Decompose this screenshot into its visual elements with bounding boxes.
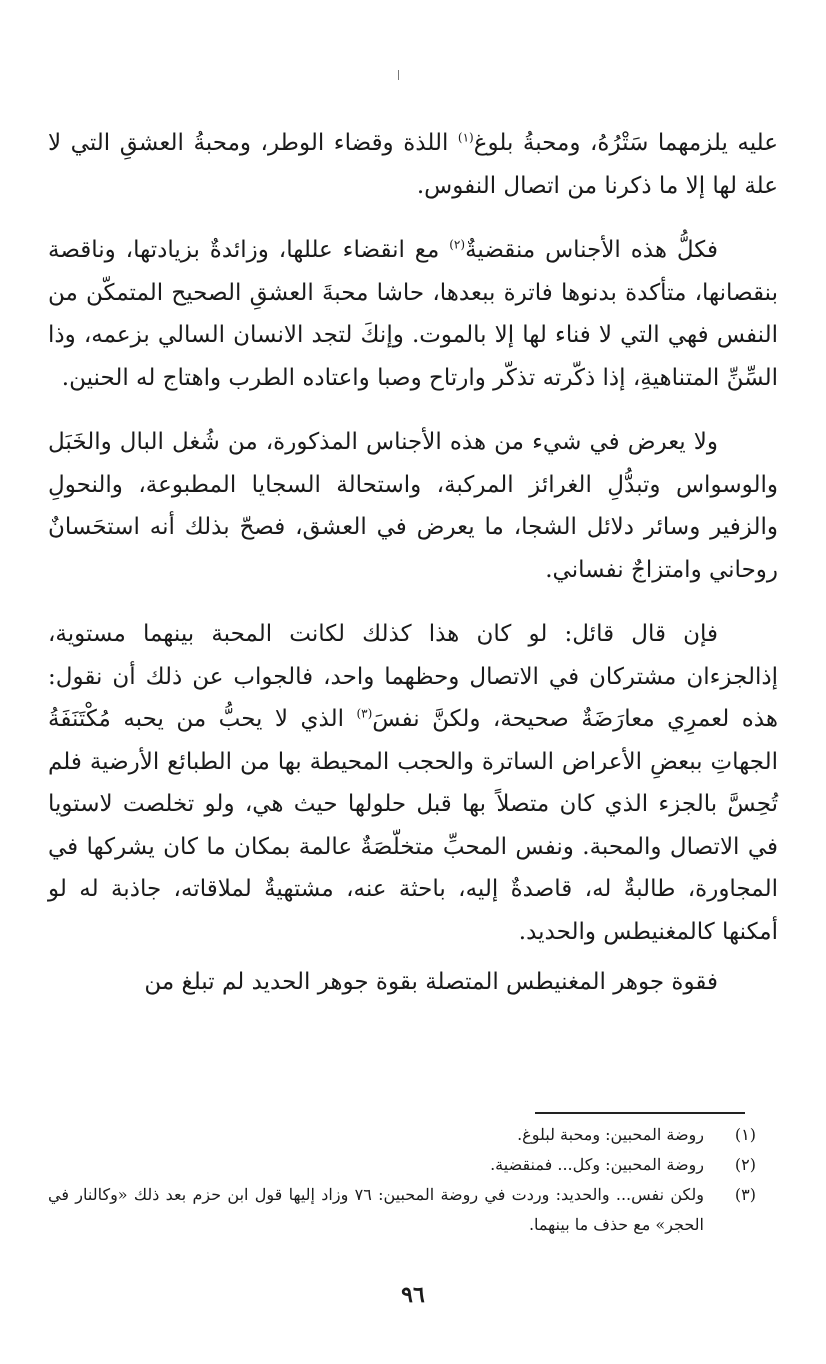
- footnotes: [48, 1120, 756, 1240]
- page-mark: [398, 70, 399, 80]
- footnote-ref-2[interactable]: (٢): [449, 237, 466, 252]
- paragraph-4: فإن قال قائل: لو كان هذا كذلك لكانت المحبة بينهما مستوية، إذالجزءان مشتركان في الاتصال وحظهما واحد، فالجواب عن ذلك أن نقول: هذه لعمرِي معارَضَةٌ صحيحة، ولكنَّ نفسَ$^{(٣)}$ الذي لا يحبُّ من يحبه مُكْتَنَفَةُ الجهاتِ ببعضِ الأعراض الساترة والحجب المحيطة بها من الطبائع الأرضية فلم تُحِسَّ بالجزء الذي كان متصلاً بها قبل حلولها حيث هي، ولو تخلصت لاستويا في الاتصال والمحبة. ونفس المحبِّ متخلّصَةٌ عالمة بمكان ما كان يشركها في المجاورة، طالبةٌ له، قاصدةٌ إليه، باحثة عنه، مشتهيةٌ لملاقاته، جاذبة له لو أمكنها كالمغنيطس والحديد.: [48, 621, 778, 945]
- paragraph-1: عليه يلزمهما سَتْرُهُ، ومحبةُ بلوغ$^{(١)}$ اللذة وقضاء الوطر، ومحبةُ العشقِ التي لا علة لها إلا ما ذكرنا من اتصال النفوس.: [48, 130, 779, 199]
- footnote-number: (٢): [734, 1155, 756, 1174]
- footnote-separator: [535, 1112, 745, 1114]
- footnote-3: [48, 1180, 756, 1240]
- footnote-2: [48, 1150, 756, 1180]
- footnote-ref-1[interactable]: (١): [457, 130, 474, 145]
- footnote-number: (١): [734, 1125, 756, 1144]
- footnote-1: [48, 1120, 756, 1150]
- page-number: ٩٦: [401, 1282, 425, 1308]
- footnote-text: روضة المحبين: ومحبة لبلوغ.: [517, 1125, 704, 1144]
- paragraph-3: ولا يعرض في شيء من هذه الأجناس المذكورة، من شُغل البال والخَبَل والوسواس وتبدُّلِ الغرائز المركبة، واستحالة السجايا المطبوعة، والنحولِ والزفير وسائر دلائل الشجا، ما يعرض في العشق، فصحّ بذلك أنه استحَسانٌ روحاني وامتزاجٌ نفساني.: [48, 429, 778, 583]
- footnote-ref-3[interactable]: (٣): [356, 706, 373, 721]
- main-text: [48, 122, 778, 1004]
- footnote-text: ولكن نفس... والحديد: وردت في روضة المحبين: ٧٦ وزاد إليها قول ابن حزم بعد ذلك «وكالنار في الحجر» مع حذف ما بينهما.: [48, 1185, 704, 1234]
- footnote-text: روضة المحبين: وكل... فمنقضية.: [490, 1155, 704, 1174]
- paragraph-5: فقوة جوهر المغنيطس المتصلة بقوة جوهر الحديد لم تبلغ من: [144, 969, 718, 995]
- paragraph-2: فكلُّ هذه الأجناس منقضيةٌ$^{(٢)}$ مع انقضاء عللها، وزائدةٌ بزيادتها، وناقصة بنقصانها، متأكدة بدنوها فاترة ببعدها، حاشا محبةَ العشقِ الصحيح المتمكّن من النفس فهي التي لا فناء لها إلا بالموت. وإنكَ لتجد الانسان السالي بزعمه، وذا السِّنِّ المتناهيةِ، إذا ذكّرته تذكّر وارتاح وصبا واعتاده الطرب واهتاج له الحنين.: [48, 237, 778, 391]
- footnote-number: (٣): [734, 1185, 756, 1204]
